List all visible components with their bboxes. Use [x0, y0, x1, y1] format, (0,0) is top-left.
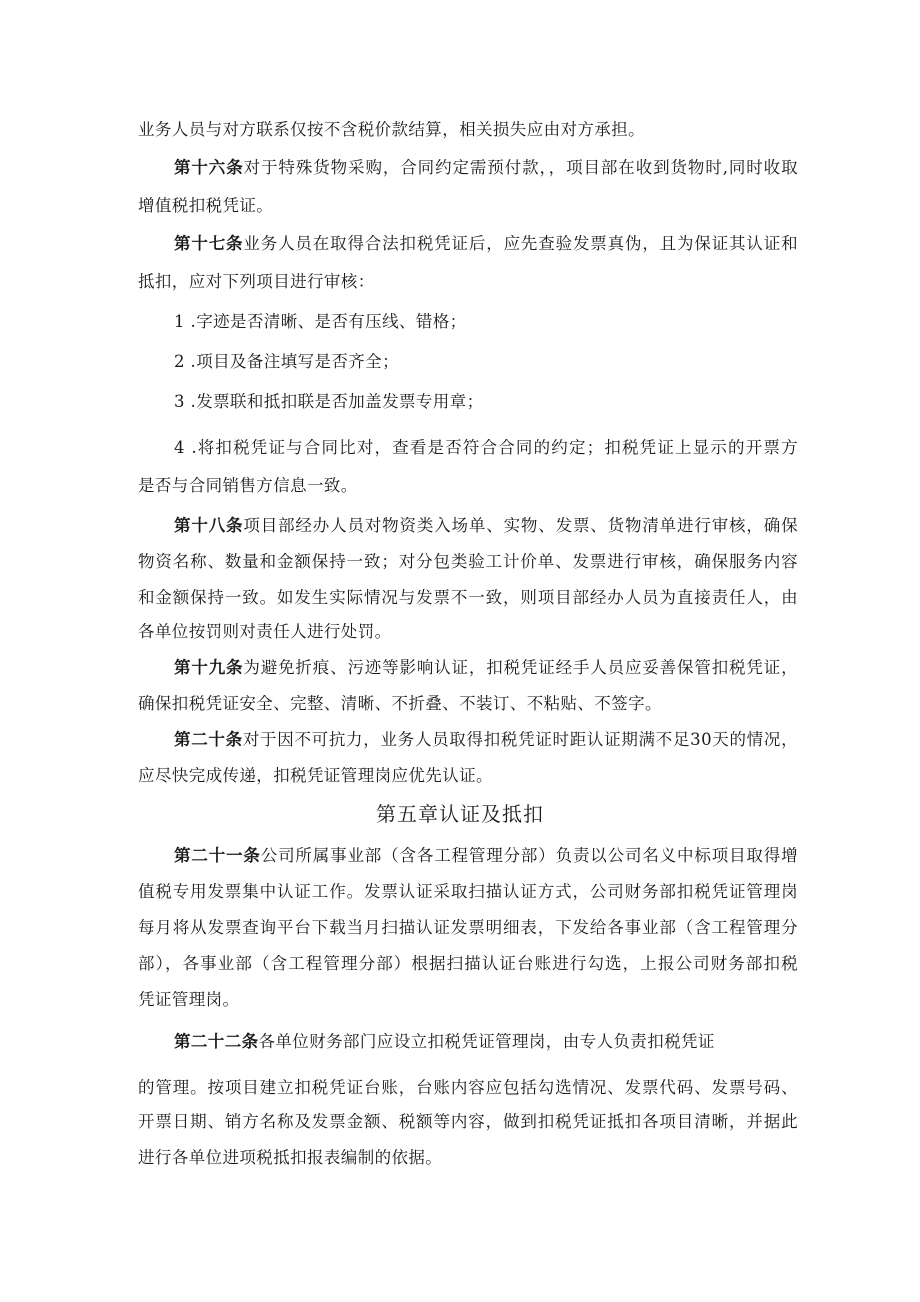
- article-label: 第十六条: [174, 158, 244, 177]
- body-line: 部），各事业部（含工程管理分部）根据扫描认证台账进行勾选，上报公司财务部扣税: [138, 954, 798, 973]
- list-item-1: 1 .字迹是否清晰、是否有压线、错格；: [174, 312, 467, 331]
- body-line: 开票日期、销方名称及发票金额、税额等内容，做到扣税凭证抵扣各项目清晰，并据此: [138, 1112, 798, 1131]
- chapter-heading: 第五章认证及抵扣: [376, 802, 544, 826]
- body-line: 和金额保持一致。如发生实际情况与发票不一致，则项目部经办人员为直接责任人，由: [138, 588, 798, 607]
- list-item-2: 2 .项目及备注填写是否齐全；: [174, 352, 399, 371]
- article-label: 第二十二条: [174, 1032, 259, 1051]
- body-line: 的管理。按项目建立扣税凭证台账，台账内容应包括勾选情况、发票代码、发票号码、: [138, 1078, 798, 1097]
- body-line: 物资名称、数量和金额保持一致；对分包类验工计价单、发票进行审核，确保服务内容: [138, 552, 798, 571]
- body-line: 应尽快完成传递，扣税凭证管理岗应优先认证。: [138, 766, 493, 785]
- list-item-4: 4 .将扣税凭证与合同比对，查看是否符合合同的约定；扣税凭证上显示的开票方: [174, 438, 798, 457]
- article-20-line: 第二十条对于因不可抗力，业务人员取得扣税凭证时距认证期满不足30天的情况，: [174, 730, 798, 749]
- body-line: 业务人员与对方联系仅按不含税价款结算，相关损失应由对方承担。: [138, 120, 645, 139]
- article-19-line: 第十九条为避免折痕、污迹等影响认证，扣税凭证经手人员应妥善保管扣税凭证，: [174, 658, 798, 677]
- body-line: 是否与合同销售方信息一致。: [138, 476, 358, 495]
- body-line: 抵扣，应对下列项目进行审核：: [138, 272, 375, 291]
- article-label: 第二十一条: [174, 846, 261, 865]
- body-line: 值税专用发票集中认证工作。发票认证采取扫描认证方式，公司财务部扣税凭证管理岗: [138, 882, 798, 901]
- body-line: 每月将从发票查询平台下载当月扫描认证发票明细表，下发给各事业部（含工程管理分: [138, 918, 798, 937]
- article-label: 第十八条: [174, 516, 244, 535]
- article-16-line: 第十六条对于特殊货物采购，合同约定需预付款，，项目部在收到货物时,同时收取: [174, 158, 798, 177]
- article-21-line: 第二十一条公司所属事业部（含各工程管理分部）负责以公司名义中标项目取得增: [174, 846, 799, 865]
- article-22-line: 第二十二条各单位财务部门应设立扣税凭证管理岗，由专人负责扣税凭证: [174, 1032, 715, 1051]
- body-line: 凭证管理岗。: [138, 990, 240, 1009]
- article-18-line: 第十八条项目部经办人员对物资类入场单、实物、发票、货物清单进行审核，确保: [174, 516, 798, 535]
- list-item-3: 3 .发票联和抵扣联是否加盖发票专用章；: [174, 392, 484, 411]
- article-label: 第十七条: [174, 234, 244, 253]
- article-label: 第二十条: [174, 730, 243, 749]
- article-label: 第十九条: [174, 658, 244, 677]
- article-17-line: 第十七条业务人员在取得合法扣税凭证后，应先查验发票真伪，且为保证其认证和: [174, 234, 798, 253]
- body-line: 各单位按罚则对责任人进行处罚。: [138, 622, 392, 641]
- body-line: 进行各单位进项税抵扣报表编制的依据。: [138, 1148, 443, 1167]
- body-line: 增值税扣税凭证。: [138, 196, 274, 215]
- body-line: 确保扣税凭证安全、完整、清晰、不折叠、不装订、不粘贴、不签字。: [138, 694, 662, 713]
